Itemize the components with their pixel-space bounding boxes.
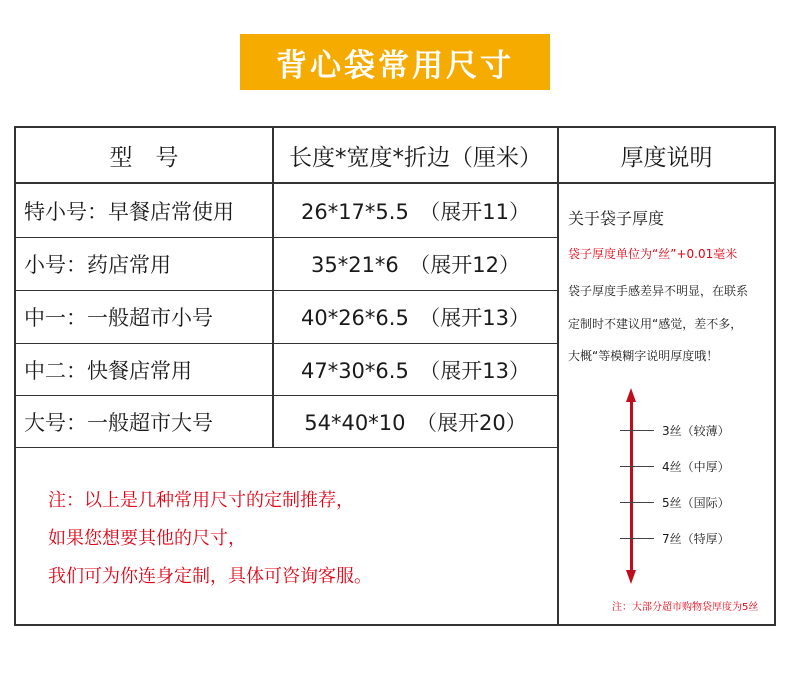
scale-tick-1 xyxy=(620,430,654,431)
thickness-desc-3: 大概“等模糊字说明厚度哦！ xyxy=(568,349,719,363)
table-divider-v2 xyxy=(557,126,559,626)
scale-tick-4 xyxy=(620,538,654,539)
scale-label-2: 4丝（中厚） xyxy=(662,460,730,474)
row-5-size: 54*40*10 （展开20） xyxy=(304,410,527,435)
row-3-model: 中一：一般超市小号 xyxy=(24,306,213,330)
header-size: 长度*宽度*折边（厘米） xyxy=(289,144,542,171)
thickness-footnote: 注：大部分超市购物袋厚度为5丝 xyxy=(612,602,759,613)
scale-label-3: 5丝（国际） xyxy=(662,496,730,510)
arrow-down-icon xyxy=(626,570,636,584)
table-border-right xyxy=(774,126,776,626)
row-2-size: 35*21*6 （展开12） xyxy=(310,253,521,277)
row-1-size: 26*17*5.5 （展开11） xyxy=(300,199,531,224)
thickness-scale-axis xyxy=(630,400,633,576)
row-5-model: 大号：一般超市大号 xyxy=(24,410,213,435)
table-border-bottom xyxy=(14,624,776,626)
row-4-model: 中二：快餐店常用 xyxy=(24,358,192,383)
note-line-2: 如果您想要其他的尺寸， xyxy=(48,528,246,549)
thickness-desc-2: 定制时不建议用“感觉，差不多， xyxy=(568,317,743,331)
row-2-model: 小号：药店常用 xyxy=(24,253,171,277)
note-line-1: 注：以上是几种常用尺寸的定制推荐， xyxy=(48,490,354,511)
row-3-size: 40*26*6.5 （展开13） xyxy=(300,306,531,330)
row-4-size: 47*30*6.5 （展开13） xyxy=(300,358,531,383)
size-table xyxy=(14,126,776,626)
thickness-desc-1: 袋子厚度手感差异不明显，在联系 xyxy=(568,284,749,298)
table-divider-h5 xyxy=(14,447,558,448)
scale-label-4: 7丝（特厚） xyxy=(662,532,730,546)
header-model: 型 号 xyxy=(109,144,179,171)
header-thickness: 厚度说明 xyxy=(620,144,713,171)
row-1-model: 特小号：早餐店常使用 xyxy=(24,199,234,224)
table-border-left xyxy=(14,126,16,626)
banner-title: 背心袋常用尺寸 xyxy=(240,34,550,90)
note-line-3: 我们可为你连身定制，具体可咨询客服。 xyxy=(48,566,372,587)
thickness-title: 关于袋子厚度 xyxy=(568,209,665,228)
thickness-unit-note: 袋子厚度单位为“丝”+0.01毫米 xyxy=(568,247,738,261)
scale-tick-3 xyxy=(620,502,654,503)
scale-label-1: 3丝（较薄） xyxy=(662,424,730,438)
scale-tick-2 xyxy=(620,466,654,467)
